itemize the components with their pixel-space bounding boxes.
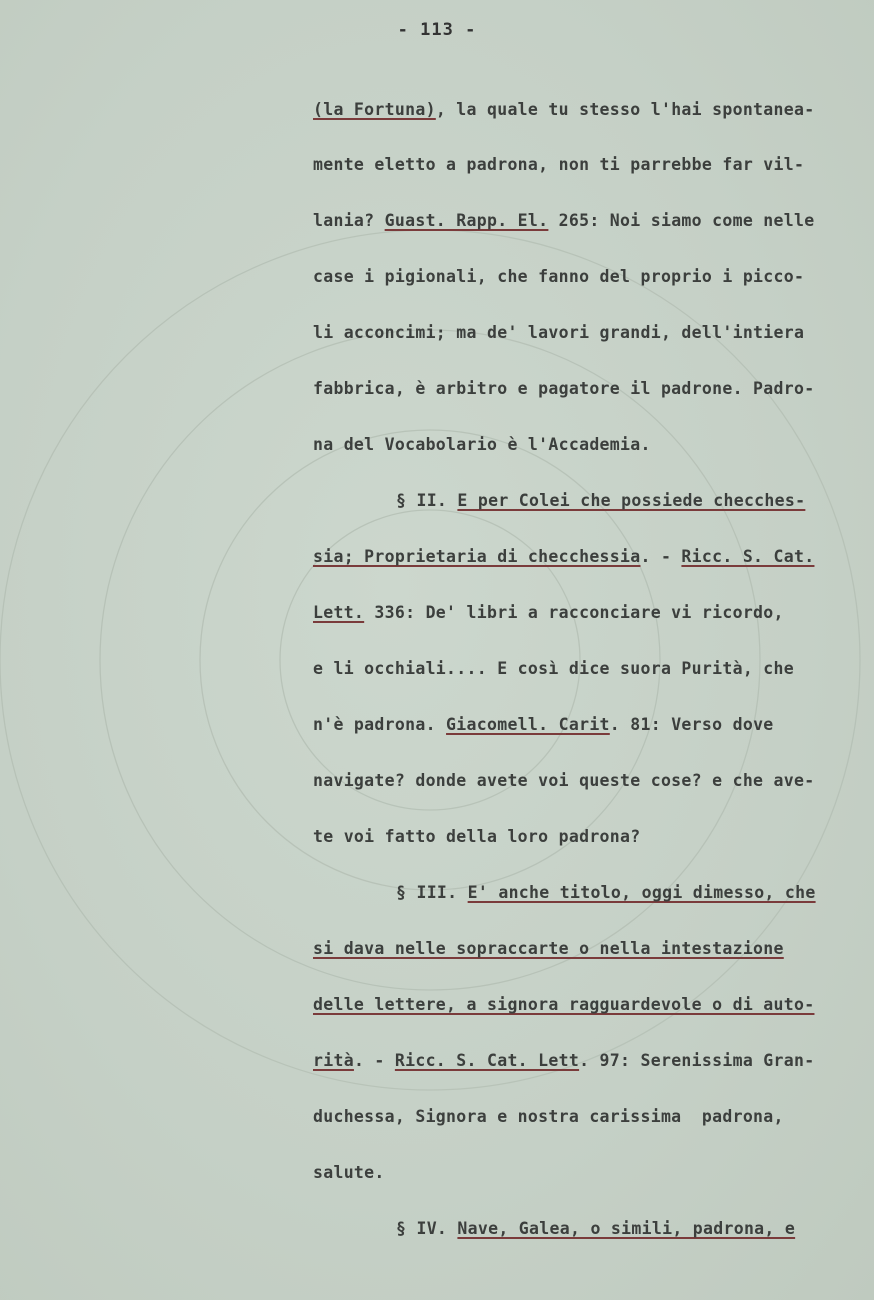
text-segment: . - (353, 1051, 395, 1070)
text-segment: duchessa, Signora e nostra carissima padrona, (313, 1107, 784, 1126)
text-segment: li acconcimi; ma de' lavori grandi, dell'intiera (313, 323, 805, 342)
text-line (313, 937, 784, 961)
underlined-citation: (la Fortuna) (313, 100, 436, 119)
text-line (313, 545, 814, 569)
underlined-citation: Giacomell. Carit (446, 715, 610, 734)
text-line (313, 209, 814, 233)
text-segment: navigate? donde avete voi queste cose? e che ave- (313, 771, 815, 790)
text-line (313, 265, 804, 289)
underlined-citation: rità (313, 1051, 354, 1070)
underlined-citation: Nave, Galea, o simili, padrona, e (457, 1219, 796, 1238)
text-segment: . 97: Serenissima Gran- (579, 1051, 815, 1070)
underlined-citation: delle lettere, a signora ragguardevole o di auto- (313, 995, 815, 1014)
text-line (396, 881, 816, 905)
underlined-citation: Lett. (313, 603, 365, 622)
text-segment: case i pigionali, che fanno del proprio i picco- (313, 267, 805, 286)
underlined-citation: Ricc. S. Cat. Lett (394, 1051, 580, 1070)
text-segment: e li occhiali.... E così dice suora Purità, che (313, 659, 794, 678)
text-line (313, 601, 784, 625)
text-segment: 336: De' libri a racconciare vi ricordo, (364, 603, 784, 622)
underlined-citation: sia; Proprietaria di checchessia (313, 547, 641, 566)
underlined-citation: Guast. Rapp. El. (384, 211, 549, 230)
text-segment: salute. (313, 1163, 385, 1182)
text-line (313, 1105, 784, 1129)
page-number: - 113 - (397, 20, 477, 40)
text-segment: 265: Noi siamo come nelle (548, 211, 815, 230)
text-segment: te voi fatto della loro padrona? (313, 827, 641, 846)
text-line (313, 1049, 814, 1073)
text-line (313, 321, 804, 345)
text-segment: § IV. (396, 1219, 458, 1238)
text-line (396, 1217, 795, 1241)
text-segment: , la quale tu stesso l'hai spontanea- (435, 100, 815, 119)
underlined-citation: Ricc. S. Cat. (681, 547, 815, 566)
text-segment: fabbrica, è arbitro e pagatore il padrone. Padro- (313, 379, 815, 398)
text-segment: na del Vocabolario è l'Accademia. (313, 435, 651, 454)
text-segment: mente eletto a padrona, non ti parrebbe far vil- (313, 155, 805, 174)
text-line (313, 377, 814, 401)
text-line (313, 713, 774, 737)
text-line (313, 433, 651, 457)
text-line (313, 825, 640, 849)
underlined-citation: si dava nelle sopraccarte o nella intestazione (313, 939, 784, 958)
text-segment: § III. (396, 883, 468, 902)
text-line (313, 153, 804, 177)
underlined-citation: E per Colei che possiede checches- (457, 491, 806, 510)
text-segment: n'è padrona. (313, 715, 447, 734)
text-segment: . - (640, 547, 682, 566)
text-segment: lania? (313, 211, 385, 230)
text-line (396, 489, 805, 513)
text-line (313, 657, 794, 681)
text-line (313, 1161, 385, 1185)
text-segment: . 81: Verso dove (609, 715, 774, 734)
text-line (313, 993, 814, 1017)
text-line (313, 98, 814, 122)
underlined-citation: E' anche titolo, oggi dimesso, che (467, 883, 816, 902)
text-line (313, 769, 814, 793)
text-segment: § II. (396, 491, 458, 510)
